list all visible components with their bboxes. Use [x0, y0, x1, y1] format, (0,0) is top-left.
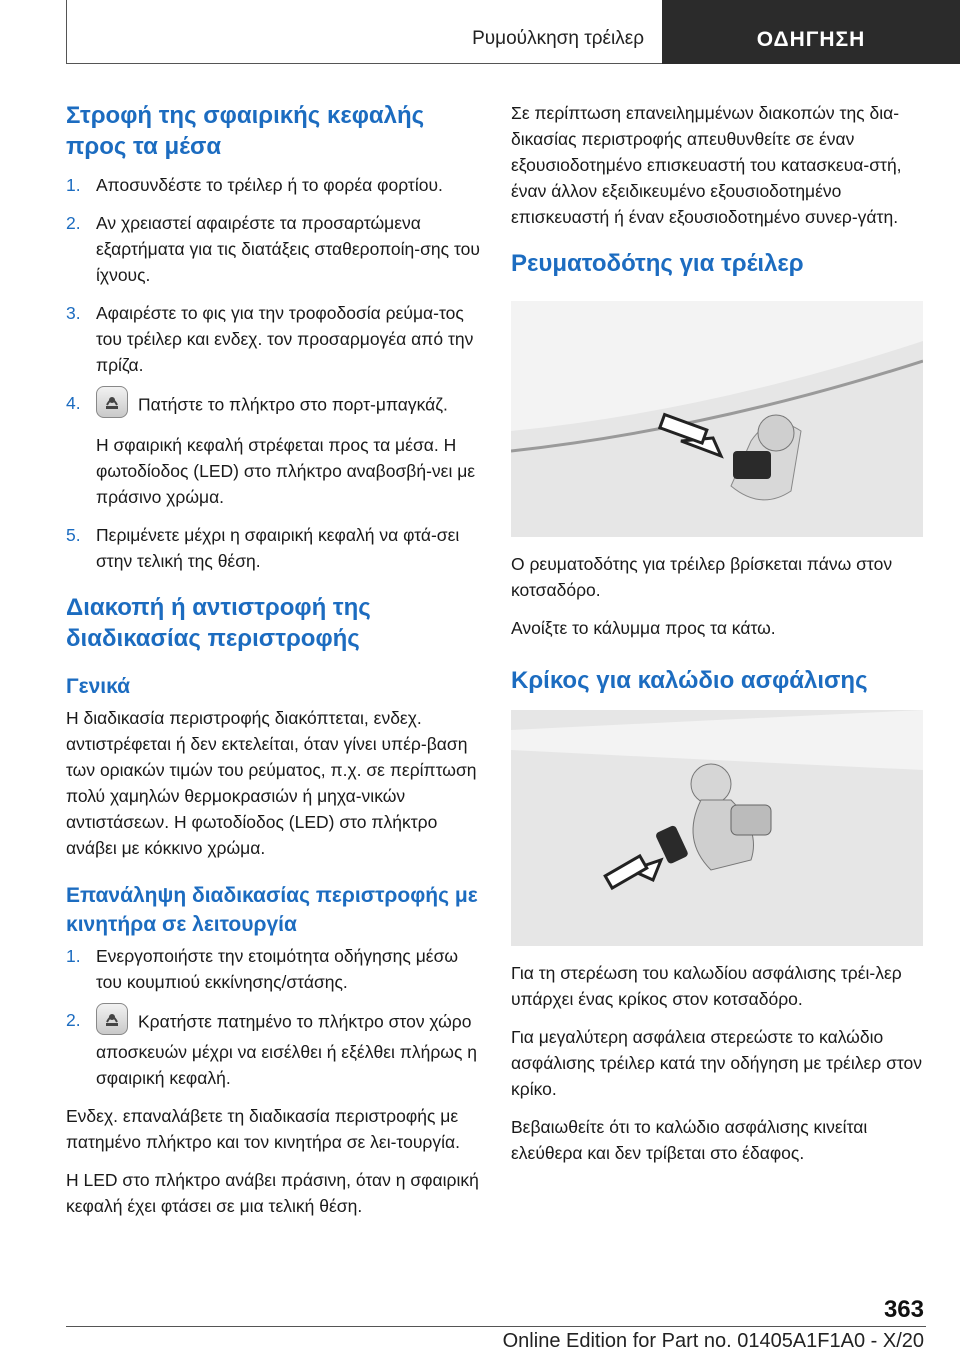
header-rule [66, 63, 662, 64]
page-number: 363 [883, 1296, 924, 1323]
list-item: 3. Αφαιρέστε το φις για την τροφοδοσία ρεύμα‐τος του τρέιλερ και ενδεχ. τον προσαρμογέα από την πρίζα. [66, 303, 474, 375]
ring-paragraph: Βεβαιωθείτε ότι το καλώδιο ασφάλισης κινείται ελεύθερα και δεν τρίβεται στο έδαφος. [511, 1117, 868, 1163]
socket-paragraph: Ο ρευματοδότης για τρέιλερ βρίσκεται πάνω στον κοτσαδόρο. [511, 554, 893, 600]
right-column [511, 100, 923, 1178]
list-item: 4. Πατήστε το πλήκτρο στο πορτ-μπαγκάζ. Η σφαιρική κεφαλή στρέφεται προς τα μέσα. Η φωτοδίοδος (LED) στο πλήκτρο αναβοσβή‐νει με πράσινο χρώμα. [66, 390, 484, 510]
list-item: 2. Κρατήστε πατημένο το πλήκτρο στον χώρο αποσκευών μέχρι να εισέλθει ή εξέλθει πλήρως η σφαιρική κεφαλή. [66, 1007, 484, 1091]
socket-illustration [511, 301, 923, 537]
heading-interrupt: Διακοπή ή αντιστροφή της διαδικασίας περιστροφής [66, 594, 371, 652]
steps-inward [66, 172, 484, 574]
heading-general: Γενικά [66, 675, 131, 698]
list-item: 1. Ενεργοποιήστε την ετοιμότητα οδήγησης μέσω του κουμπιού εκκίνησης/στάσης. [66, 946, 459, 992]
trunk-button-icon [96, 386, 128, 418]
left-column [66, 100, 484, 1231]
list-item: 2. Αν χρειαστεί αφαιρέστε τα προσαρτώμενα εξαρτήματα για τις διατάξεις σταθεροποίη‐σης του ίχνους. [66, 213, 480, 285]
repeat-note: Η LED στο πλήκτρο ανάβει πράσινη, όταν η σφαιρική κεφαλή έχει φτάσει σε μια τελική θέση. [66, 1170, 479, 1216]
heading-socket: Ρευματοδότης για τρέιλερ [511, 250, 804, 277]
list-item: 1. Αποσυνδέστε το τρέιλερ ή το φορέα φορτίου. [66, 175, 443, 195]
ring-illustration [511, 710, 923, 946]
chapter-title: ΟΔΗΓΗΣΗ [662, 0, 960, 64]
heading-inward: Στροφή της σφαιρικής κεφαλής προς τα μέσα [66, 102, 425, 160]
socket-paragraph: Ανοίξτε το κάλυμμα προς τα κάτω. [511, 618, 776, 638]
repeat-note: Ενδεχ. επαναλάβετε τη διαδικασία περιστροφής με πατημένο πλήκτρο και τον κινητήρα σε λει‐τουργία. [66, 1106, 460, 1152]
ring-paragraph: Για μεγαλύτερη ασφάλεια στερεώστε το καλώδιο ασφάλισης τρέιλερ κατά την οδήγηση με τρέιλερ στον κρίκο. [511, 1027, 923, 1099]
footer-rule [66, 1326, 926, 1327]
heading-repeat: Επανάληψη διαδικασίας περιστροφής με κινητήρα σε λειτουργία [66, 884, 478, 936]
general-paragraph: Η διαδικασία περιστροφής διακόπτεται, ενδεχ. αντιστρέφεται ή δεν εκτελείται, όταν γίνει υπέρ‐βαση των οριακών τιμών του ρεύματος, π.χ. σε περίπτωση πολύ χαμηλών θερμοκρασιών ή μηχα‐νικών αντιστάσεων. Η φωτοδίοδος (LED) στο πλήκτρο ανάβει με κόκκινο χρώμα. [66, 708, 477, 858]
steps-repeat [66, 943, 484, 1091]
edition-text: Online Edition for Part no. 01405A1F1A0 - X/20 [502, 1330, 924, 1352]
list-item: 5. Περιμένετε μέχρι η σφαιρική κεφαλή να φτά‐σει στην τελική της θέση. [66, 525, 460, 571]
intro-paragraph: Σε περίπτωση επανειλημμένων διακοπών της δια‐δικασίας περιστροφής απευθυνθείτε σε έναν εξουσιοδοτημένο επισκευαστή του κατασκευα‐στή, έναν άλλον εξειδικευμένο εξουσιοδοτημένο επισκευαστή ή έναν εξουσιοδοτημένο συνερ‐γάτη. [511, 103, 902, 227]
step-note: Η σφαιρική κεφαλή στρέφεται προς τα μέσα. Η φωτοδίοδος (LED) στο πλήκτρο αναβοσβή‐νει με πράσινο χρώμα. [96, 435, 476, 507]
heading-ring: Κρίκος για καλώδιο ασφάλισης [511, 667, 868, 694]
ring-paragraph: Για τη στερέωση του καλωδίου ασφάλισης τρέι‐λερ υπάρχει ένας κρίκος στον κοτσαδόρο. [511, 963, 902, 1009]
section-title: Ρυμούλκηση τρέιλερ [472, 28, 644, 49]
trunk-button-icon [96, 1003, 128, 1035]
